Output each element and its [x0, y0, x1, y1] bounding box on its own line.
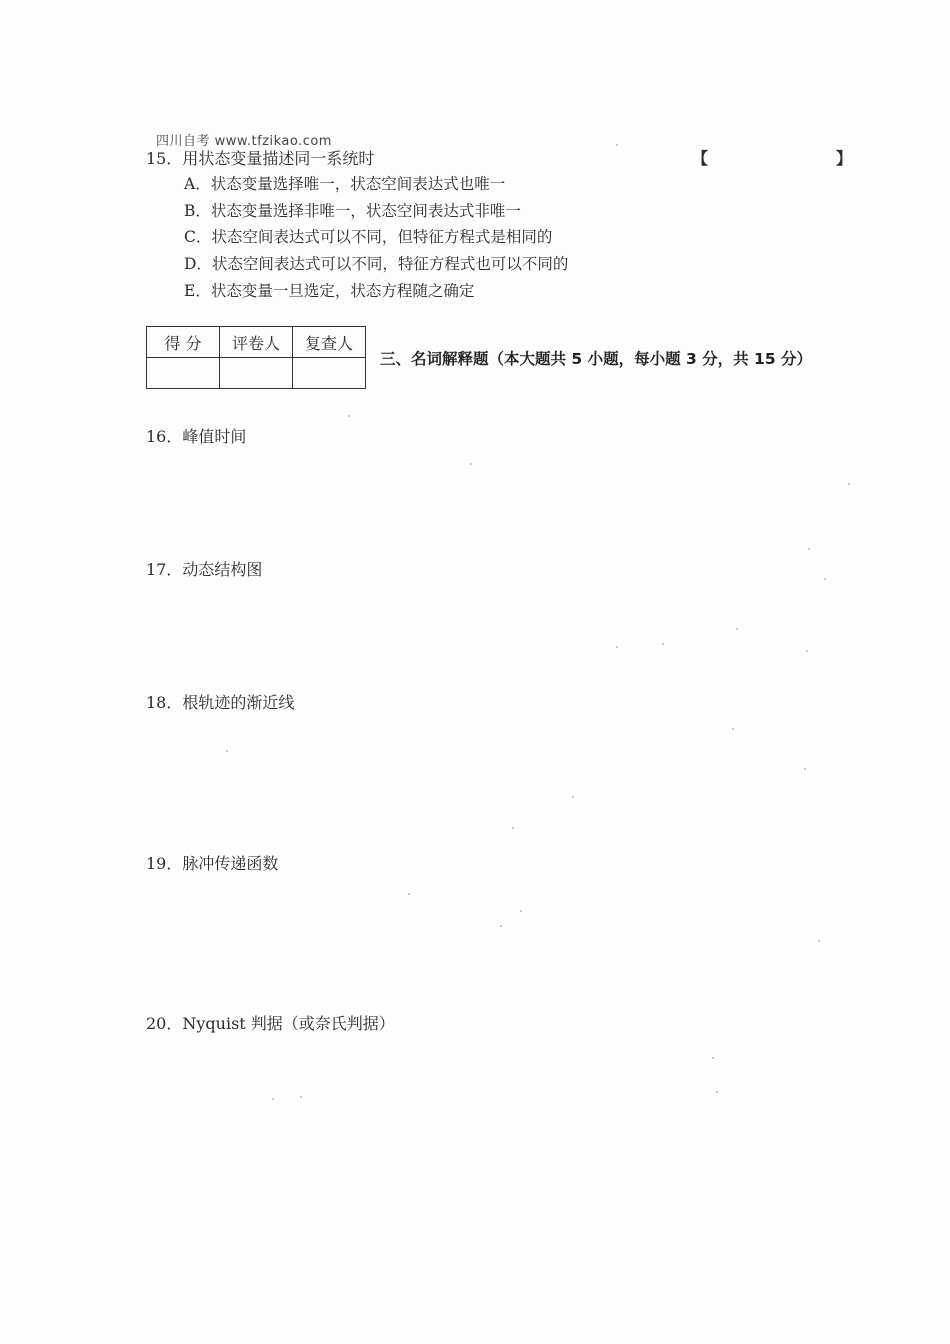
- scan-speck: [818, 940, 820, 942]
- watermark: 四川自考 www.tfzikao.com: [156, 134, 332, 149]
- grader-cell[interactable]: [220, 358, 293, 389]
- scan-speck: [616, 144, 618, 146]
- scan-speck: [662, 643, 664, 645]
- scan-speck: [806, 650, 808, 652]
- scan-speck: [736, 628, 738, 630]
- question-19: 19．脉冲传递函数: [146, 854, 279, 873]
- option-a: A．状态变量选择唯一，状态空间表达式也唯一: [184, 175, 506, 193]
- question-20: 20．Nyquist 判据（或奈氏判据）: [146, 1014, 395, 1033]
- scan-speck: [572, 796, 574, 798]
- scan-speck: [848, 483, 850, 485]
- scan-speck: [300, 1096, 302, 1098]
- question-16: 16．峰值时间: [146, 427, 247, 446]
- scan-speck: [408, 893, 410, 895]
- option-d: D．状态空间表达式可以不同，特征方程式也可以不同的: [184, 255, 569, 273]
- scan-speck: [272, 1098, 274, 1100]
- section-3-title: 三、名词解释题（本大题共 5 小题，每小题 3 分，共 15 分）: [380, 350, 813, 368]
- scan-speck: [712, 1057, 714, 1059]
- grader-header: 评卷人: [220, 327, 293, 358]
- question-15-stem: 15．用状态变量描述同一系统时: [146, 149, 375, 168]
- scan-speck: [520, 910, 522, 912]
- scan-speck: [616, 646, 618, 648]
- scan-speck: [470, 463, 472, 465]
- scan-speck: [500, 925, 502, 927]
- scan-speck: [732, 728, 734, 730]
- question-18: 18．根轨迹的渐近线: [146, 693, 295, 712]
- scan-speck: [226, 750, 228, 752]
- answer-bracket-close: 】: [836, 149, 853, 168]
- option-c: C．状态空间表达式可以不同，但特征方程式是相同的: [184, 228, 553, 246]
- option-b: B．状态变量选择非唯一，状态空间表达式非唯一: [184, 202, 521, 220]
- scan-speck: [348, 415, 350, 417]
- scan-speck: [824, 578, 826, 580]
- reviewer-cell[interactable]: [293, 358, 366, 389]
- scan-speck: [804, 768, 806, 770]
- score-table-blank-row: [147, 358, 366, 389]
- answer-bracket-open: 【: [692, 149, 709, 168]
- scan-speck: [808, 548, 810, 550]
- scan-speck: [716, 1091, 718, 1093]
- question-17: 17．动态结构图: [146, 560, 263, 579]
- reviewer-header: 复查人: [293, 327, 366, 358]
- option-e: E．状态变量一旦选定，状态方程随之确定: [184, 282, 475, 300]
- score-cell[interactable]: [147, 358, 220, 389]
- score-table: [146, 326, 366, 389]
- score-header: 得 分: [147, 327, 220, 358]
- score-table-header-row: [147, 327, 366, 358]
- scan-speck: [512, 827, 514, 829]
